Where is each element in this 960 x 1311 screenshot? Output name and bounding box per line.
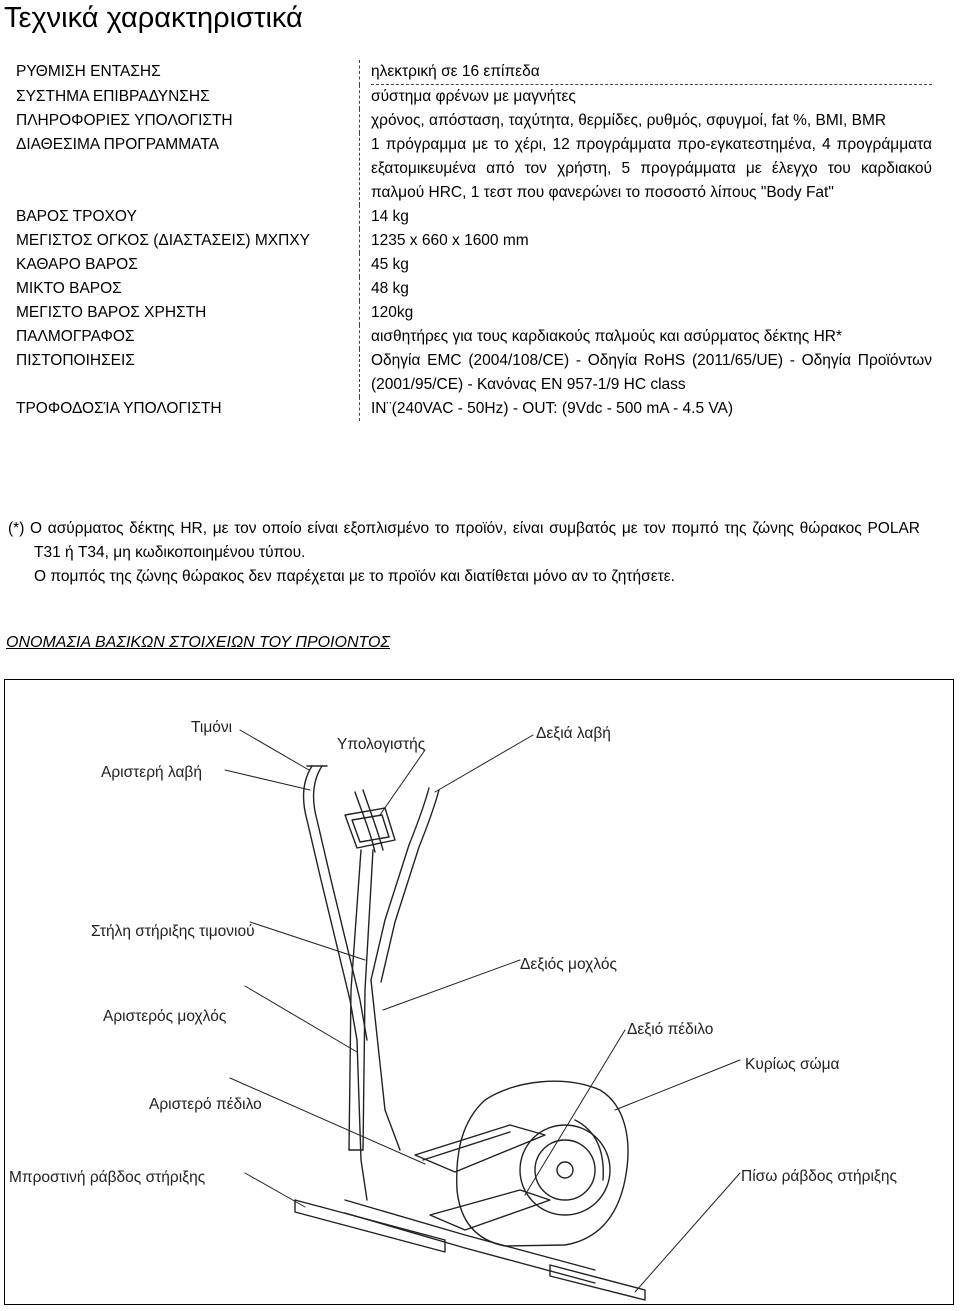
spec-label: ΚΑΘΑΡΟ ΒΑΡΟΣ xyxy=(16,256,138,273)
spec-row xyxy=(16,301,932,325)
label-left-pedal: Αριστερό πέδιλο xyxy=(149,1096,262,1113)
column-separator xyxy=(359,60,360,85)
spec-value: 45 kg xyxy=(371,256,409,273)
spec-row xyxy=(16,229,932,253)
spec-label: ΔΙΑΘΕΣΙΜΑ ΠΡΟΓΡΑΜΜΑΤΑ xyxy=(16,136,219,153)
column-separator xyxy=(359,109,360,133)
parts-diagram xyxy=(4,679,954,1305)
spec-row xyxy=(16,205,932,229)
footnote-line-1: (*) Ο ασύρματος δέκτης HR, με τον οποίο είναι εξοπλισμένο το προϊόν, είναι συμβατός με τον πομπό της ζώνης θώρακος POLAR T31 ή T34, μη κωδικοποιημένου τύπου. xyxy=(8,520,920,561)
column-separator xyxy=(359,133,360,205)
spec-row xyxy=(16,60,932,85)
spec-label: ΠΑΛΜΟΓΡΑΦΟΣ xyxy=(16,328,135,345)
section-title: ΟΝΟΜΑΣΙΑ ΒΑΣΙΚΩΝ ΣΤΟΙΧΕΙΩΝ ΤΟΥ ΠΡΟΙΟΝΤΟΣ xyxy=(6,634,391,651)
spec-value: 48 kg xyxy=(371,280,409,297)
spec-row xyxy=(16,85,932,109)
spec-value: 14 kg xyxy=(371,208,409,225)
label-left-lever: Αριστερός μοχλός xyxy=(103,1008,227,1025)
spec-label: ΡΥΘΜΙΣΗ ΕΝΤΑΣΗΣ xyxy=(16,63,161,80)
label-right-lever: Δεξιός μοχλός xyxy=(520,956,617,973)
spec-row xyxy=(16,349,932,397)
spec-value: σύστημα φρένων με μαγνήτες xyxy=(371,88,576,105)
footnote-line-2: Ο πομπός της ζώνης θώρακος δεν παρέχεται με το προϊόν και διατίθεται μόνο αν το ζητήσετε. xyxy=(34,568,675,585)
label-rear-stabilizer: Πίσω ράβδος στήριξης xyxy=(741,1168,897,1185)
label-front-stabilizer: Μπροστινή ράβδος στήριξης xyxy=(9,1169,206,1186)
spec-label: ΒΑΡΟΣ ΤΡΟΧΟΥ xyxy=(16,208,137,225)
left-handle-shape xyxy=(304,766,357,1040)
column-separator xyxy=(359,325,360,349)
page-title: Τεχνικά χαρακτηριστικά xyxy=(4,2,303,34)
right-handle-shape xyxy=(371,788,429,980)
spec-value: ηλεκτρική σε 16 επίπεδα xyxy=(371,60,932,85)
spec-label: ΤΡΟΦΟΔΟΣΊΑ ΥΠΟΛΟΓΙΣΤΗ xyxy=(16,400,222,417)
footnote xyxy=(8,517,920,589)
spec-row xyxy=(16,325,932,349)
spec-row xyxy=(16,109,932,133)
column-separator xyxy=(359,253,360,277)
label-handlebar: Τιμόνι xyxy=(191,719,233,736)
column-separator xyxy=(359,229,360,253)
spec-value: Οδηγία EMC (2004/108/CE) - Οδηγία RoHS (2011/65/UE) - Οδηγία Προϊόντων (2001/95/CE) - Κανόνας EN 957-1/9 HC class xyxy=(371,352,932,393)
right-pedal-shape xyxy=(430,1190,550,1230)
spec-row xyxy=(16,253,932,277)
spec-table xyxy=(16,60,932,421)
spec-label: ΠΙΣΤΟΠΟΙΗΣΕΙΣ xyxy=(16,352,135,369)
label-handlebar-post: Στήλη στήριξης τιμονιού xyxy=(91,923,255,940)
console-shape xyxy=(345,808,395,848)
spec-row xyxy=(16,277,932,301)
spec-value: αισθητήρες για τους καρδιακούς παλμούς και ασύρματος δέκτης HR* xyxy=(371,328,843,345)
elliptical-trainer-illustration xyxy=(5,680,953,1304)
spec-row xyxy=(16,133,932,205)
column-separator xyxy=(359,397,360,421)
spec-label: ΠΛΗΡΟΦΟΡΙΕΣ ΥΠΟΛΟΓΙΣΤΗ xyxy=(16,112,233,129)
rear-stabilizer-shape xyxy=(550,1265,645,1300)
spec-label: ΣΥΣΤΗΜΑ ΕΠΙΒΡΑΔΥΝΣΗΣ xyxy=(16,88,210,105)
column-separator xyxy=(359,277,360,301)
column-separator xyxy=(359,85,360,109)
spec-label: ΜΕΓΙΣΤΟΣ ΟΓΚΟΣ (ΔΙΑΣΤΑΣΕΙΣ) ΜΧΠΧΥ xyxy=(16,232,311,249)
column-separator xyxy=(359,205,360,229)
spec-value: χρόνος, απόσταση, ταχύτητα, θερμίδες, ρυθμός, σφυγμοί, fat %, BMI, BMR xyxy=(371,112,887,129)
label-main-body: Κυρίως σώμα xyxy=(745,1056,840,1073)
label-console: Υπολογιστής xyxy=(337,736,426,753)
spec-value: 1 πρόγραμμα με το χέρι, 12 προγράμματα προ-εγκατεστημένα, 4 προγράμματα εξατομικευμένα από τον χρήστη, 5 προγράμματα με έλεγχο του καρδιακού παλμού HRC, 1 τεστ που φανερώνει το ποσοστό λίπους "Body Fat" xyxy=(371,136,932,201)
spec-label: ΜΕΓΙΣΤΟ ΒΑΡΟΣ ΧΡΗΣΤΗ xyxy=(16,304,207,321)
spec-value: IN¨(240VAC - 50Hz) - OUT: (9Vdc - 500 mA - 4.5 VA) xyxy=(371,400,734,417)
label-right-handle: Δεξιά λαβή xyxy=(536,725,611,742)
label-right-pedal: Δεξιό πέδιλο xyxy=(627,1021,714,1038)
spec-value: 120kg xyxy=(371,304,414,321)
column-separator xyxy=(359,349,360,397)
column-separator xyxy=(359,301,360,325)
spec-label: ΜΙΚΤΟ ΒΑΡΟΣ xyxy=(16,280,122,297)
spec-row xyxy=(16,397,932,421)
spec-value: 1235 x 660 x 1600 mm xyxy=(371,232,529,249)
label-left-handle: Αριστερή λαβή xyxy=(101,764,202,781)
